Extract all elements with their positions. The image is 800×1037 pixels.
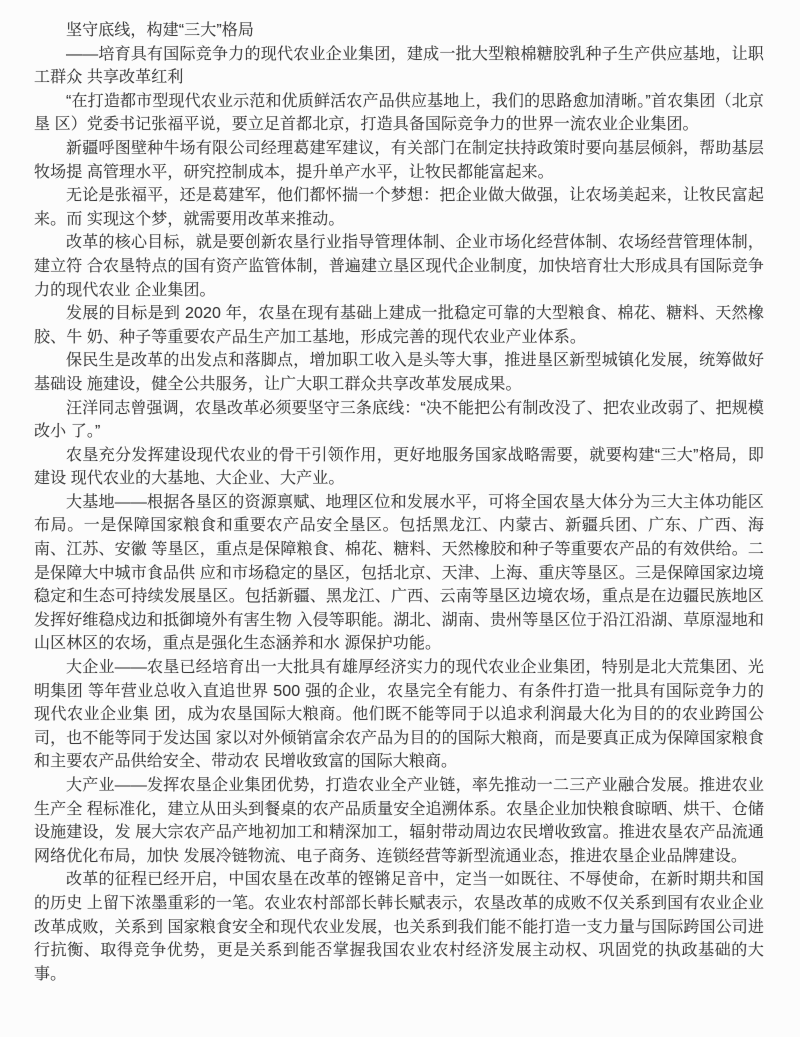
paragraph: 汪洋同志曾强调，农垦改革必须要坚守三条底线：“决不能把公有制改没了、把农业改弱了、把规模改小 了。” (34, 399, 764, 441)
paragraph-closing: 改革的征程已经开启，中国农垦在改革的铿锵足音中，定当一如既往、不辱使命，在新时期共和国的历史 上留下浓墨重彩的一笔。农业农村部部长韩长赋表示，农垦改革的成败不仅关系到国有农业企业改革成败，关系到 国家粮食安全和现代农业发展，也关系到我们能不能打造一支力量与国际跨国公司进行抗衡、取得竞争优势，更是关系到能否掌握我国农业农村经济发展主动权、巩固党的执政基础的大事。 (34, 871, 764, 983)
document-heading: 坚守底线，构建“三大”格局 (66, 22, 254, 39)
paragraph: 保民生是改革的出发点和落脚点，增加职工收入是头等大事，推进垦区新型城镇化发展，统筹做好基础设 施建设，健全公共服务，让广大职工群众共享改革发展成果。 (34, 352, 764, 393)
paragraph: “在打造都市型现代农业示范和优质鲜活农产品供应基地上，我们的思路愈加清晰。”首农集团（北京垦 区）党委书记张福平说，要立足首都北京，打造具备国际竞争力的世界一流农业企业集团。 (34, 92, 764, 134)
paragraph-big-enterprise: 大企业——农垦已经培育出一大批具有雄厚经济实力的现代农业企业集团，特别是北大荒集团、光明集团 等年营业总收入直追世界 500 强的企业，农垦完全有能力、有条件打造一批具有国际竞争力的现代农业企业集 团，成为农垦国际大粮商。他们既不能等同于以追求利润最大化为目的的农业跨国公司，也不能等同于发达国 家以对外倾销富余农产品为目的的国际大粮商，而是要真正成为保障国家粮食和主要农产品供给安全、带动农 民增收致富的国际大粮商。 (34, 659, 764, 771)
paragraph: 改革的核心目标，就是要创新农垦行业指导管理体制、企业市场化经营体制、农场经营管理体制，建立符 合农垦特点的国有资产监管体制，普遍建立垦区现代企业制度，加快培育壮大形成具有国际竞争力的现代农业 企业集团。 (34, 234, 764, 299)
document-subheading: ——培育具有国际竞争力的现代农业企业集团，建成一批大型粮棉糖胶乳种子生产供应基地，让职工群众 共享改革红利 (34, 45, 764, 87)
paragraph: 新疆呼图壁种牛场有限公司经理葛建军建议，有关部门在制定扶持政策时要向基层倾斜，帮助基层牧场提 高管理水平，研究控制成本，提升单产水平，让牧民都能富起来。 (34, 139, 764, 181)
paragraph-big-industry: 大产业——发挥农垦企业集团优势，打造农业全产业链，率先推动一二三产业融合发展。推进农业生产全 程标准化，建立从田头到餐桌的农产品质量安全追溯体系。农垦企业加快粮食晾晒、烘干、仓储设施建设，发 展大宗农产品产地初加工和精深加工，辐射带动周边农民增收致富。推进农垦农产品流通网络优化布局，加快 发展冷链物流、电子商务、连锁经营等新型流通业态，推进农垦企业品牌建设。 (34, 777, 764, 865)
paragraph: 发展的目标是到 2020 年，农垦在现有基础上建成一批稳定可靠的大型粮食、棉花、糖料、天然橡胶、牛 奶、种子等重要农产品生产加工基地，形成完善的现代农业产业体系。 (34, 305, 764, 346)
paragraph: 无论是张福平，还是葛建军，他们都怀揣一个梦想：把企业做大做强，让农场美起来，让牧民富起来。而 实现这个梦，就需要用改革来推动。 (34, 187, 764, 228)
paragraph: 农垦充分发挥建设现代农业的骨干引领作用，更好地服务国家战略需要，就要构建“三大”格局，即建设 现代农业的大基地、大企业、大产业。 (34, 446, 764, 488)
paragraph-big-base: 大基地——根据各垦区的资源禀赋、地理区位和发展水平，可将全国农垦大体分为三大主体功能区布局。一是保障国家粮食和重要农产品安全垦区。包括黑龙江、内蒙古、新疆兵团、广东、广西、海南、江苏、安徽 等垦区，重点是保障粮食、棉花、糖料、天然橡胶和种子等重要农产品的有效供给。二是保障大中城市食品供 应和市场稳定的垦区，包括北京、天津、上海、重庆等垦区。三是保障国家边境稳定和生态可持续发展垦区。包括新疆、黑龙江、广西、云南等垦区边境农场，重点是在边疆民族地区发挥好维稳戍边和抵御境外有害生物 入侵等职能。湖北、湖南、贵州等垦区位于沿江沿湖、草原湿地和山区林区的农场，重点是强化生态涵养和水 源保护功能。 (34, 493, 764, 653)
